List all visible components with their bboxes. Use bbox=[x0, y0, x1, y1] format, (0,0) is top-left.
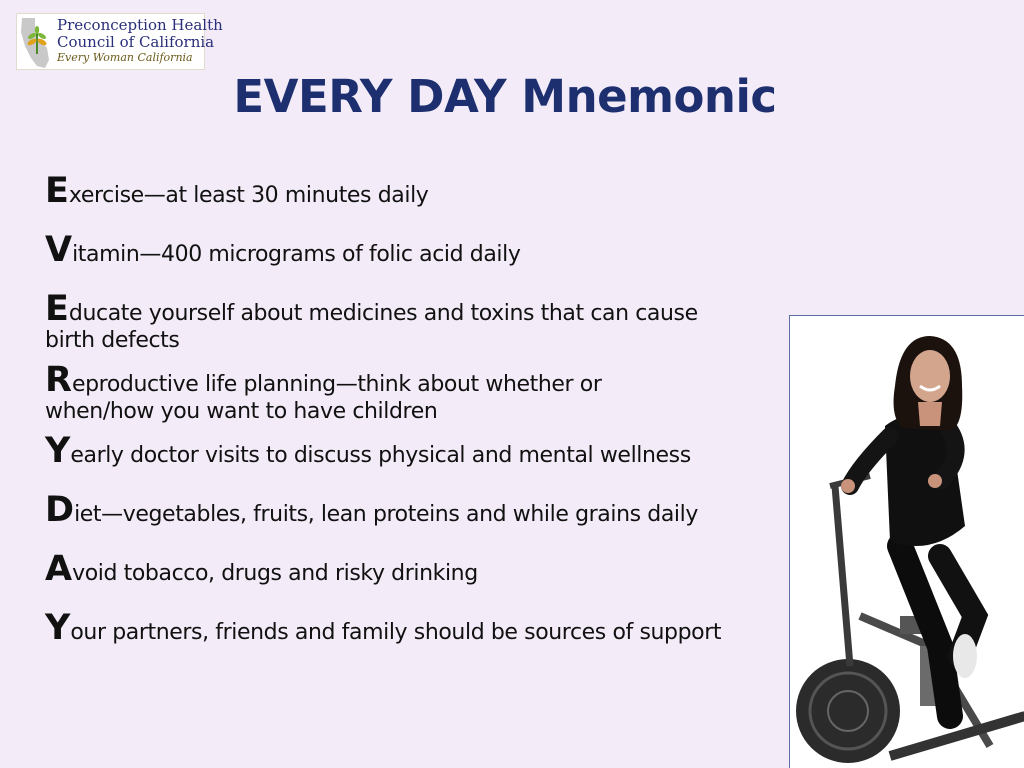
logo-line-2: Council of California bbox=[57, 33, 215, 51]
council-logo bbox=[16, 13, 223, 70]
mnemonic-text: early doctor visits to discuss physical and mental wellness bbox=[70, 443, 691, 468]
mnemonic-text: itamin—400 micrograms of folic acid daily bbox=[72, 242, 521, 267]
mnemonic-letter: Y bbox=[45, 608, 71, 648]
mnemonic-item bbox=[45, 432, 785, 475]
mnemonic-item bbox=[45, 550, 785, 593]
mnemonic-item bbox=[45, 231, 785, 274]
mnemonic-letter: R bbox=[45, 360, 72, 400]
mnemonic-text: eproductive life planning—think about whether or bbox=[71, 372, 602, 397]
california-state-icon bbox=[17, 14, 57, 71]
mnemonic-item bbox=[45, 290, 785, 355]
mnemonic-item bbox=[45, 361, 785, 426]
mnemonic-letter: A bbox=[45, 549, 73, 589]
mnemonic-item bbox=[45, 609, 785, 652]
woman-on-exercise-bike-photo bbox=[789, 315, 1024, 768]
mnemonic-text: void tobacco, drugs and risky drinking bbox=[72, 561, 478, 586]
mnemonic-list bbox=[45, 172, 785, 652]
mnemonic-letter: Y bbox=[45, 431, 71, 471]
mnemonic-text-continued: when/how you want to have children bbox=[45, 399, 438, 424]
mnemonic-letter: E bbox=[45, 171, 69, 211]
mnemonic-letter: D bbox=[45, 490, 75, 530]
logo-tagline: Every Woman California bbox=[57, 51, 193, 64]
mnemonic-text: xercise—at least 30 minutes daily bbox=[68, 183, 429, 208]
mnemonic-text: ducate yourself about medicines and toxins that can cause bbox=[68, 301, 698, 326]
mnemonic-letter: E bbox=[45, 289, 69, 329]
logo-line-1: Preconception Health bbox=[57, 16, 223, 34]
bike-fan-wheel bbox=[796, 659, 900, 763]
mnemonic-text: our partners, friends and family should be sources of support bbox=[70, 620, 722, 645]
mnemonic-text-continued: birth defects bbox=[45, 328, 180, 353]
mnemonic-text: iet—vegetables, fruits, lean proteins and while grains daily bbox=[74, 502, 698, 527]
mnemonic-letter: V bbox=[45, 230, 73, 270]
mnemonic-item bbox=[45, 491, 785, 534]
slide-title: EVERY DAY Mnemonic bbox=[233, 70, 777, 123]
mnemonic-item bbox=[45, 172, 785, 215]
